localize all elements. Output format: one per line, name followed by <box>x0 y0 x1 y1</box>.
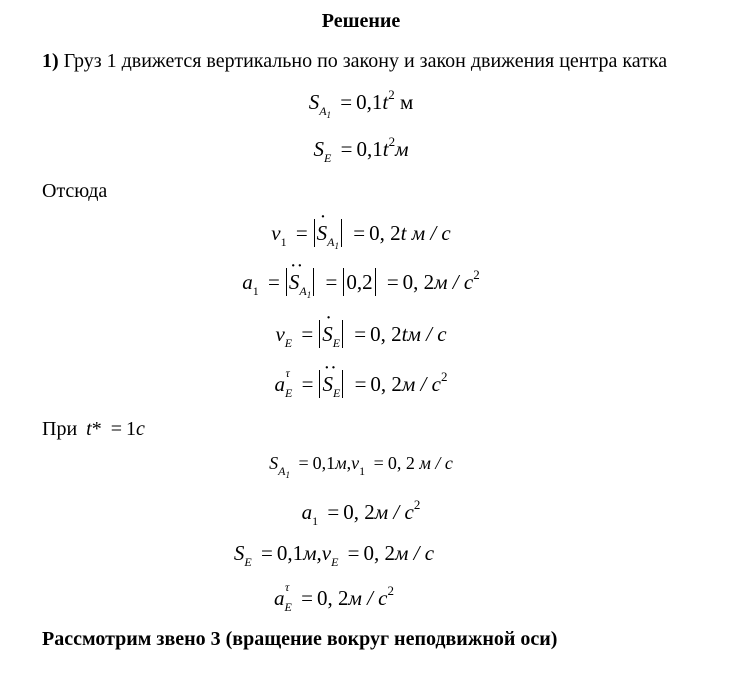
label-pri-line: При t* = 1с <box>42 418 145 440</box>
label-otsyuda: Отсюда <box>42 180 108 202</box>
equation-s-a1: $S_{A_1} = 0,1t^2$ м <box>308 87 414 120</box>
section-heading: Решение <box>321 10 401 32</box>
item-number: 1) <box>42 50 59 72</box>
item-1-paragraph <box>42 50 667 73</box>
equation-a1: $a_1$ =·· $S_{A_1} = 0,2 = 0$, $2м / с^2$ <box>0 268 722 296</box>
equation-values-4: a τ $_E$ = 0, $2м / с^2$ <box>274 580 394 614</box>
equation-ae: a τ $_E$ =·· $S_E = 0$, $2м / с^2$ <box>0 370 722 398</box>
equation-values-3: $S_E = 0,1м,v_E = 0$, 2м / с <box>233 541 435 569</box>
item-text: Груз 1 движется вертикально по закону и закон движения центра катка <box>63 50 668 72</box>
equation-values-2: $a_1 = 0$, $2м / с^2$ <box>301 497 421 528</box>
equation-s-e: $S_E = 0,1t^2м$ <box>313 134 409 165</box>
bottom-heading: Рассмотрим звено 3 (вращение вокруг неподвижной оси) <box>42 628 558 650</box>
equation-ve: $v_E =\cdot S_E = 0$, 2tм / с <box>0 320 722 348</box>
equation-v1: $v_1 =\cdot S_{A_1} = 0$, 2t м / с <box>0 219 722 247</box>
equation-values-1: $S_{A_1} = 0,1м,v_1 = 0$, 2 м / с <box>269 453 453 480</box>
